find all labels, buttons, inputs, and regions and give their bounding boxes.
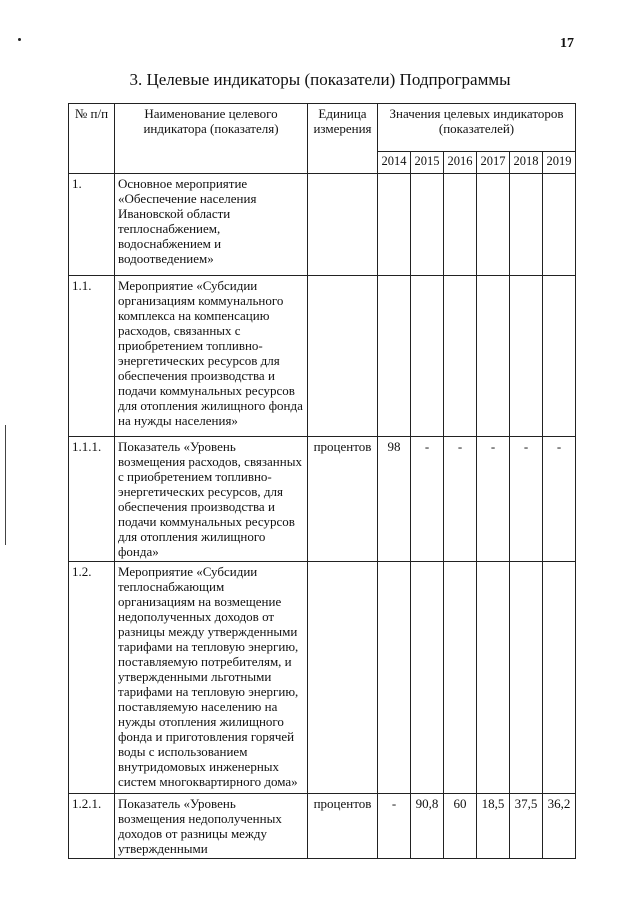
row-value: 37,5	[510, 794, 543, 859]
header-values: Значения целевых индикаторов (показателей)	[378, 104, 576, 152]
row-value	[411, 276, 444, 437]
table-row	[69, 437, 576, 562]
row-num: 1.2.	[69, 562, 115, 794]
row-value: -	[411, 437, 444, 562]
header-year: 2014	[378, 152, 411, 174]
row-num: 1.2.1.	[69, 794, 115, 859]
row-name: Показатель «Уровень возмещения расходов, связанных с приобретением топливно-энергетических ресурсов, для обеспечения производства и подачи коммунальных ресурсов для отопления жилищного фонда»	[115, 437, 308, 562]
row-value	[378, 174, 411, 276]
row-value	[411, 174, 444, 276]
row-unit	[308, 276, 378, 437]
page-mark	[18, 38, 21, 41]
row-value	[444, 276, 477, 437]
header-year: 2015	[411, 152, 444, 174]
row-num: 1.1.	[69, 276, 115, 437]
row-value	[510, 562, 543, 794]
header-name: Наименование целевого индикатора (показателя)	[115, 104, 308, 174]
row-value: 60	[444, 794, 477, 859]
row-name: Мероприятие «Субсидии организациям коммунального комплекса на компенсацию расходов, связанных с приобретением топливно-энергетических ресурсов для обеспечения производства и подачи коммунальных ресурсов для отопления жилищного фонда на нужды населения»	[115, 276, 308, 437]
row-num: 1.1.1.	[69, 437, 115, 562]
header-year: 2017	[477, 152, 510, 174]
row-value	[378, 276, 411, 437]
margin-line	[5, 425, 6, 545]
table-row	[69, 562, 576, 794]
row-value: 18,5	[477, 794, 510, 859]
row-value: -	[477, 437, 510, 562]
row-name: Показатель «Уровень возмещения недополученных доходов от разницы между утвержденными	[115, 794, 308, 859]
row-value	[477, 174, 510, 276]
row-value: -	[378, 794, 411, 859]
page-number: 17	[560, 36, 574, 51]
header-num: № п/п	[69, 104, 115, 174]
row-unit: процентов	[308, 437, 378, 562]
row-value	[543, 276, 576, 437]
row-value	[543, 562, 576, 794]
header-year: 2019	[543, 152, 576, 174]
row-value	[378, 562, 411, 794]
indicators-table	[68, 103, 576, 859]
row-value	[477, 276, 510, 437]
row-unit	[308, 174, 378, 276]
row-value: -	[510, 437, 543, 562]
row-value	[411, 562, 444, 794]
row-num: 1.	[69, 174, 115, 276]
row-value	[510, 174, 543, 276]
row-value: 36,2	[543, 794, 576, 859]
row-name: Мероприятие «Субсидии теплоснабжающим организациям на возмещение недополученных доходов от разницы между утвержденными тарифами на тепловую энергию, поставляемую потребителям, и утвержденными льготными тарифами на тепловую энергию, поставляемую населению на нужды отопления жилищного фонда и приготовления горячей воды с использованием внутридомовых инженерных систем многоквартирного дома»	[115, 562, 308, 794]
row-value: 98	[378, 437, 411, 562]
header-year: 2018	[510, 152, 543, 174]
table-row	[69, 276, 576, 437]
header-unit: Единица измерения	[308, 104, 378, 174]
row-value	[444, 174, 477, 276]
table-row	[69, 794, 576, 859]
row-unit	[308, 562, 378, 794]
row-value	[477, 562, 510, 794]
row-value: 90,8	[411, 794, 444, 859]
row-value	[510, 276, 543, 437]
row-value	[444, 562, 477, 794]
row-value: -	[444, 437, 477, 562]
row-value: -	[543, 437, 576, 562]
row-unit: процентов	[308, 794, 378, 859]
header-year: 2016	[444, 152, 477, 174]
page-title: 3. Целевые индикаторы (показатели) Подпрограммы	[129, 70, 511, 89]
row-value	[543, 174, 576, 276]
row-name: Основное мероприятие «Обеспечение населения Ивановской области теплоснабжением, водоснабжением и водоотведением»	[115, 174, 308, 276]
table-row	[69, 174, 576, 276]
